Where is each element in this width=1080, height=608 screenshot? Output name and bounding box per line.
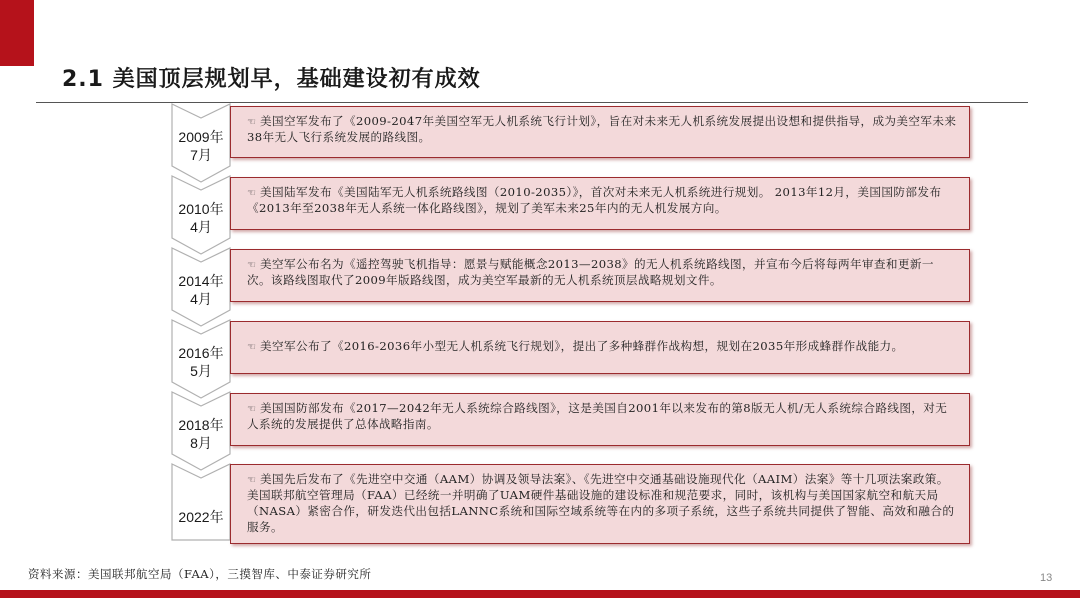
timeline-year: 2014年 (178, 273, 224, 289)
timeline-month: 7月 (190, 147, 212, 163)
timeline-event-box (230, 177, 970, 230)
timeline-event-text: 美国陆军发布《美国陆军无人机系统路线图（2010-2035）》，首次对未来无人机系统进行规划。 2013年12月，美国国防部发布《2013年至2038年无人系统一体化路线图》，规划了美军未来25年内的无人机发展方向。 (247, 185, 942, 215)
timeline-chevron (172, 176, 230, 256)
hand-pointer-icon: ☜ (247, 404, 257, 415)
timeline-event-text: 美国先后发布了《先进空中交通（AAM）协调及领导法案》、《先进空中交通基础设施现代化（AAIM）法案》等十几项法案政策。 美国联邦航空管理局（FAA）已经统一并明确了UAM硬件基础设施的建设标准和规范要求，同时，该机构与美国国家航空和航天局（NASA）紧密合作，研发迭代出包括LANNC系统和国际空域系统等在内的多项子系统，这些子系统共同提供了智能、高效和融合的服务。 (247, 472, 955, 534)
page-title: 2.1 美国顶层规划早，基础建设初有成效 (62, 67, 481, 92)
timeline-chevron (172, 392, 230, 472)
timeline-year: 2022年 (178, 509, 224, 525)
timeline-chevron (172, 248, 230, 328)
timeline-event-box (230, 106, 970, 158)
timeline-chevron (172, 464, 230, 554)
timeline-month: 4月 (190, 219, 212, 235)
timeline-event-text: 美国空军发布了《2009-2047年美国空军无人机系统飞行计划》，旨在对未来无人机系统发展提出设想和提供指导，成为美空军未来38年无人飞行系统发展的路线图。 (247, 114, 957, 144)
hand-pointer-icon: ☜ (247, 475, 257, 486)
hand-pointer-icon: ☜ (247, 117, 257, 128)
timeline-month: 4月 (190, 291, 212, 307)
timeline-chevron (172, 104, 230, 184)
timeline-event-box (230, 464, 970, 544)
hand-pointer-icon: ☜ (247, 342, 257, 353)
timeline-event-text: 美空军公布了《2016-2036年小型无人机系统飞行规划》，提出了多种蜂群作战构想，规划在2035年形成蜂群作战能力。 (260, 339, 904, 353)
bottom-accent-bar (0, 590, 1080, 598)
hand-pointer-icon: ☜ (247, 188, 257, 199)
hand-pointer-icon: ☜ (247, 260, 257, 271)
timeline-year: 2009年 (178, 129, 224, 145)
timeline-year: 2016年 (178, 345, 224, 361)
timeline-event-box (230, 393, 970, 446)
timeline-month: 8月 (190, 435, 212, 451)
timeline-event-text: 美国国防部发布《2017—2042年无人系统综合路线图》，这是美国自2001年以来发布的第8版无人机/无人系统综合路线图，对无人系统的发展提供了总体战略指南。 (247, 401, 948, 431)
page-number: 13 (1040, 572, 1053, 584)
timeline-year: 2018年 (178, 417, 224, 433)
timeline-year: 2010年 (178, 201, 224, 217)
timeline-event-box (230, 321, 970, 374)
source-note: 资料来源：美国联邦航空局（FAA），三摸智库、中泰证券研究所 (28, 567, 372, 581)
timeline-event-box (230, 249, 970, 302)
timeline-event-text: 美空军公布名为《遥控驾驶飞机指导：愿景与赋能概念2013—2038》的无人机系统路线图，并宣布今后将每两年审查和更新一次。该路线图取代了2009年版路线图，成为美空军最新的无人机系统顶层战略规划文件。 (247, 257, 934, 287)
timeline-chevron (172, 320, 230, 400)
timeline-month: 5月 (190, 363, 212, 379)
